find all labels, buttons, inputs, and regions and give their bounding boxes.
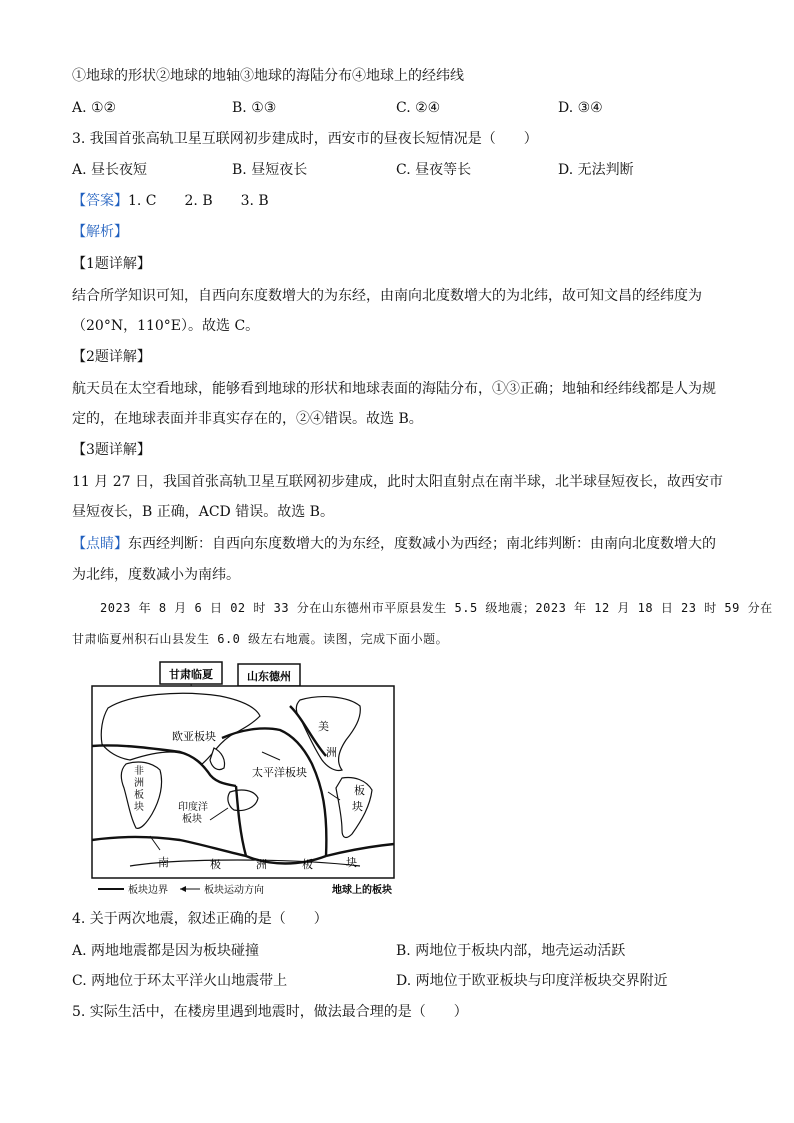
label-america-plate-2: 洲: [326, 746, 337, 759]
intro-line1: 2023 年 8 月 6 日 02 时 33 分在山东德州市平原县发生 5.5 级地震；2023 年 12 月 18 日 23 时 59 分在: [100, 601, 773, 615]
detail3-title: 【3题详解】: [72, 442, 151, 458]
q4-option-d: D. 两地位于欧亚板块与印度洋板块交界附近: [396, 973, 668, 989]
label-indian-plate-1: 印度洋: [178, 802, 208, 813]
legend-boundary: 板块边界: [128, 885, 168, 896]
q2-option-d: D. ③④: [558, 100, 603, 116]
label-america-plate-3: 板: [354, 784, 365, 797]
legend-direction: 板块运动方向: [204, 885, 264, 896]
analysis-label: 【解析】: [72, 224, 128, 240]
label-indian-plate-2: 板块: [182, 814, 202, 825]
label-africa-plate-2: 洲: [134, 778, 144, 789]
q4-option-a: A. 两地地震都是因为板块碰撞: [72, 943, 260, 959]
answer-label: 【答案】: [72, 193, 128, 209]
q2-stem-items: ①地球的形状②地球的地轴③地球的海陆分布④地球上的经纬线: [72, 68, 464, 84]
detail2-line2: 定的，在地球表面并非真实存在的，②④错误。故选 B。: [72, 411, 423, 427]
plate-map: [90, 660, 398, 898]
detail2-line1: 航天员在太空看地球，能够看到地球的形状和地球表面的海陆分布，①③正确；地轴和经纬线都是人为规: [72, 381, 716, 397]
label-america-plate-1: 美: [318, 720, 329, 733]
intro-line2: 甘肃临夏州积石山县发生 6.0 级左右地震。读图，完成下面小题。: [72, 632, 449, 646]
label-pacific-plate: 太平洋板块: [252, 766, 307, 779]
label-america-plate-4: 块: [352, 800, 363, 813]
q3-option-d: D. 无法判断: [558, 162, 634, 178]
detail1-line2: （20°N，110°E）。故选 C。: [72, 318, 260, 334]
note-text1: 东西经判断：自西向东度数增大的为东经，度数减小为西经；南北纬判断：由南向北度数增大的: [128, 536, 716, 552]
detail3-line1: 11 月 27 日，我国首张高轨卫星互联网初步建成，此时太阳直射点在南半球，北半球昼短夜长，故西安市: [72, 474, 723, 490]
note-label: 【点睛】: [72, 536, 128, 552]
legend-title: 地球上的板块: [332, 885, 392, 896]
answer-text: 1. C 2. B 3. B: [128, 193, 269, 209]
q5-stem: 5. 实际生活中，在楼房里遇到地震时，做法最合理的是（ ）: [72, 1004, 468, 1020]
callout-shandong: 山东德州: [247, 670, 291, 683]
label-antarctic-plate-3: 洲: [256, 858, 267, 871]
detail1-line1: 结合所学知识可知，自西向东度数增大的为东经，由南向北度数增大的为北纬，故可知文昌的经纬度为: [72, 288, 702, 304]
answer-line: [72, 191, 269, 211]
q3-stem: 3. 我国首张高轨卫星互联网初步建成时，西安市的昼夜长短情况是（ ）: [72, 131, 538, 147]
label-eurasia-plate: 欧亚板块: [172, 730, 216, 743]
detail2-title: 【2题详解】: [72, 349, 151, 365]
label-africa-plate-1: 非: [134, 766, 144, 777]
q2-option-a: A. ①②: [72, 100, 117, 116]
q3-option-b: B. 昼短夜长: [232, 162, 308, 178]
note-line2: 为北纬，度数减小为南纬。: [72, 567, 240, 583]
q4-option-c: C. 两地位于环太平洋火山地震带上: [72, 973, 288, 989]
plate-map-figure: [90, 660, 398, 898]
q4-stem: 4. 关于两次地震，叙述正确的是（ ）: [72, 911, 328, 927]
label-africa-plate-3: 板: [134, 790, 144, 801]
q2-option-c: C. ②④: [396, 100, 441, 116]
q3-option-a: A. 昼长夜短: [72, 162, 148, 178]
note-line1: [72, 534, 716, 554]
label-antarctic-plate-4: 板: [302, 858, 313, 871]
q3-option-c: C. 昼夜等长: [396, 162, 472, 178]
label-antarctic-plate-5: 块: [346, 856, 357, 869]
detail3-line2: 昼短夜长，B 正确，ACD 错误。故选 B。: [72, 504, 334, 520]
label-antarctic-plate-1: 南: [158, 856, 169, 869]
callout-gansu: 甘肃临夏: [169, 668, 213, 681]
detail1-title: 【1题详解】: [72, 256, 151, 272]
q2-option-b: B. ①③: [232, 100, 277, 116]
q4-option-b: B. 两地位于板块内部，地壳运动活跃: [396, 943, 626, 959]
label-africa-plate-4: 块: [134, 802, 144, 813]
label-antarctic-plate-2: 极: [210, 858, 221, 871]
